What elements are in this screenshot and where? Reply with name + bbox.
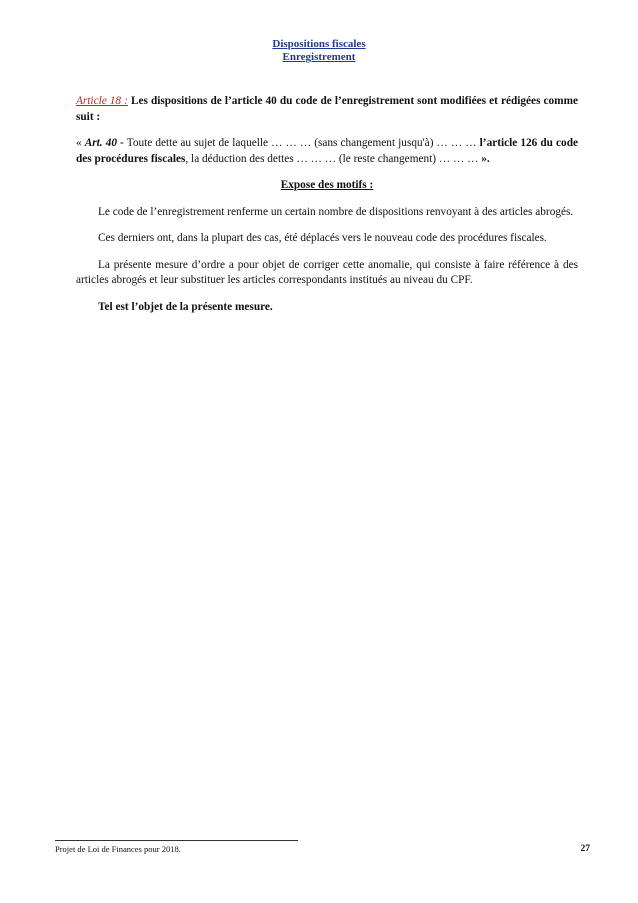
header-subtitle: Enregistrement — [282, 51, 356, 63]
quote-paragraph — [76, 136, 578, 167]
motifs-paragraph-1: Le code de l’enregistrement renferme un certain nombre de dispositions renvoyant à des articles abrogés. — [98, 205, 574, 218]
motifs-paragraph-3: La présente mesure d’ordre a pour objet de corriger cette anomalie, qui consiste à faire référence à des articles abrogés et leur substituer les articles correspondants institués au niveau du CPF. — [76, 258, 578, 286]
header-title: Dispositions fiscales — [272, 38, 366, 50]
footer-divider — [55, 840, 298, 841]
motifs-title: Expose des motifs : — [280, 179, 374, 191]
page-content — [76, 94, 578, 326]
quote-art-ref: Art. 40 - — [84, 137, 124, 149]
article-link[interactable]: Article 18 : — [76, 95, 128, 107]
motifs-paragraph-2: Ces derniers ont, dans la plupart des cas, été déplacés vers le nouveau code des procédures fiscales. — [98, 232, 547, 244]
page-footer — [55, 844, 590, 854]
quote-bold-ref: l’article 126 du code des procédures fiscales — [76, 137, 579, 165]
page-header — [0, 38, 638, 64]
article-intro: Les dispositions de l’article 40 du code de l’enregistrement sont modifiées et rédigées comme suit : — [76, 95, 579, 123]
quote-text-1: Toute dette au sujet de laquelle … … … (sans changement jusqu'à) … … … — [123, 137, 480, 149]
article-paragraph — [76, 94, 578, 125]
quote-text-2: , la déduction des dettes … … … (le reste changement) … … … — [185, 152, 482, 165]
page-number: 27 — [580, 844, 590, 854]
quote-close: ». — [481, 152, 490, 165]
footer-text: Projet de Loi de Finances pour 2018. — [55, 844, 181, 854]
quote-open: « — [76, 137, 85, 149]
motifs-conclusion: Tel est l’objet de la présente mesure. — [98, 300, 273, 313]
